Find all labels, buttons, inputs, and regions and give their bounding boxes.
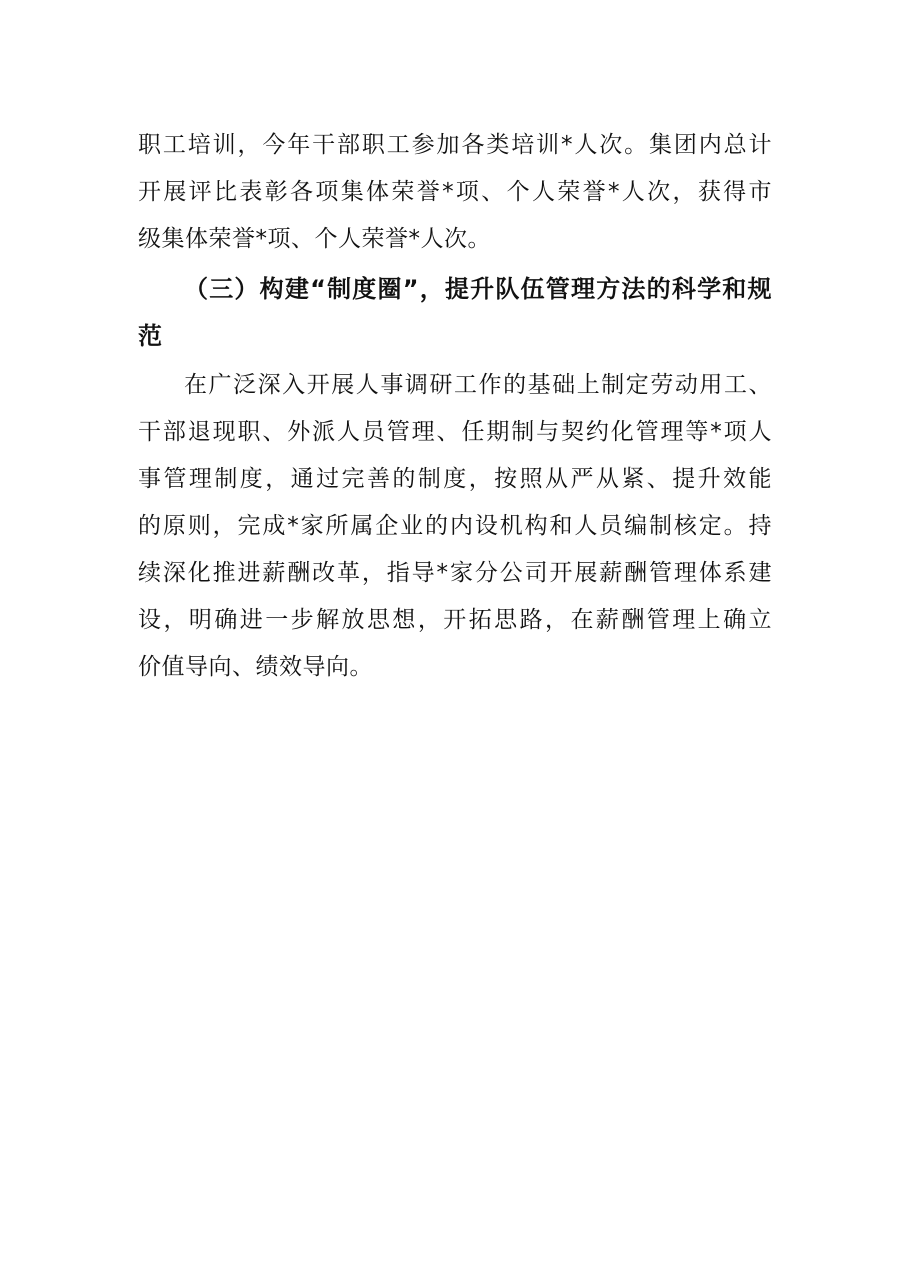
paragraph-line: 级集体荣誉*项、个人荣誉*人次。	[138, 226, 491, 252]
paragraph-line: 职工培训，今年干部职工参加各类培训*人次。集团内总计	[138, 132, 772, 158]
paragraph-line: 事管理制度，通过完善的制度，按照从严从紧、提升效能	[138, 466, 772, 492]
paragraph-training-honors	[138, 122, 772, 263]
heading-line: （三）构建“制度圈”，提升队伍管理方法的科学和规	[184, 275, 772, 303]
paragraph-line: 设，明确进一步解放思想，开拓思路，在薪酬管理上确立	[138, 607, 772, 633]
heading-line: 范	[138, 322, 163, 350]
paragraph-line: 在广泛深入开展人事调研工作的基础上制定劳动用工、	[184, 372, 772, 398]
paragraph-line: 续深化推进薪酬改革，指导*家分公司开展薪酬管理体系建	[138, 560, 772, 586]
paragraph-line: 开展评比表彰各项集体荣誉*项、个人荣誉*人次，获得市	[138, 179, 772, 205]
paragraph-line: 价值导向、绩效导向。	[138, 654, 373, 680]
paragraph-line: 的原则，完成*家所属企业的内设机构和人员编制核定。持	[138, 513, 772, 539]
paragraph-system-building	[138, 362, 772, 691]
paragraph-line: 干部退现职、外派人员管理、任期制与契约化管理等*项人	[138, 419, 772, 445]
section-heading	[138, 266, 772, 360]
